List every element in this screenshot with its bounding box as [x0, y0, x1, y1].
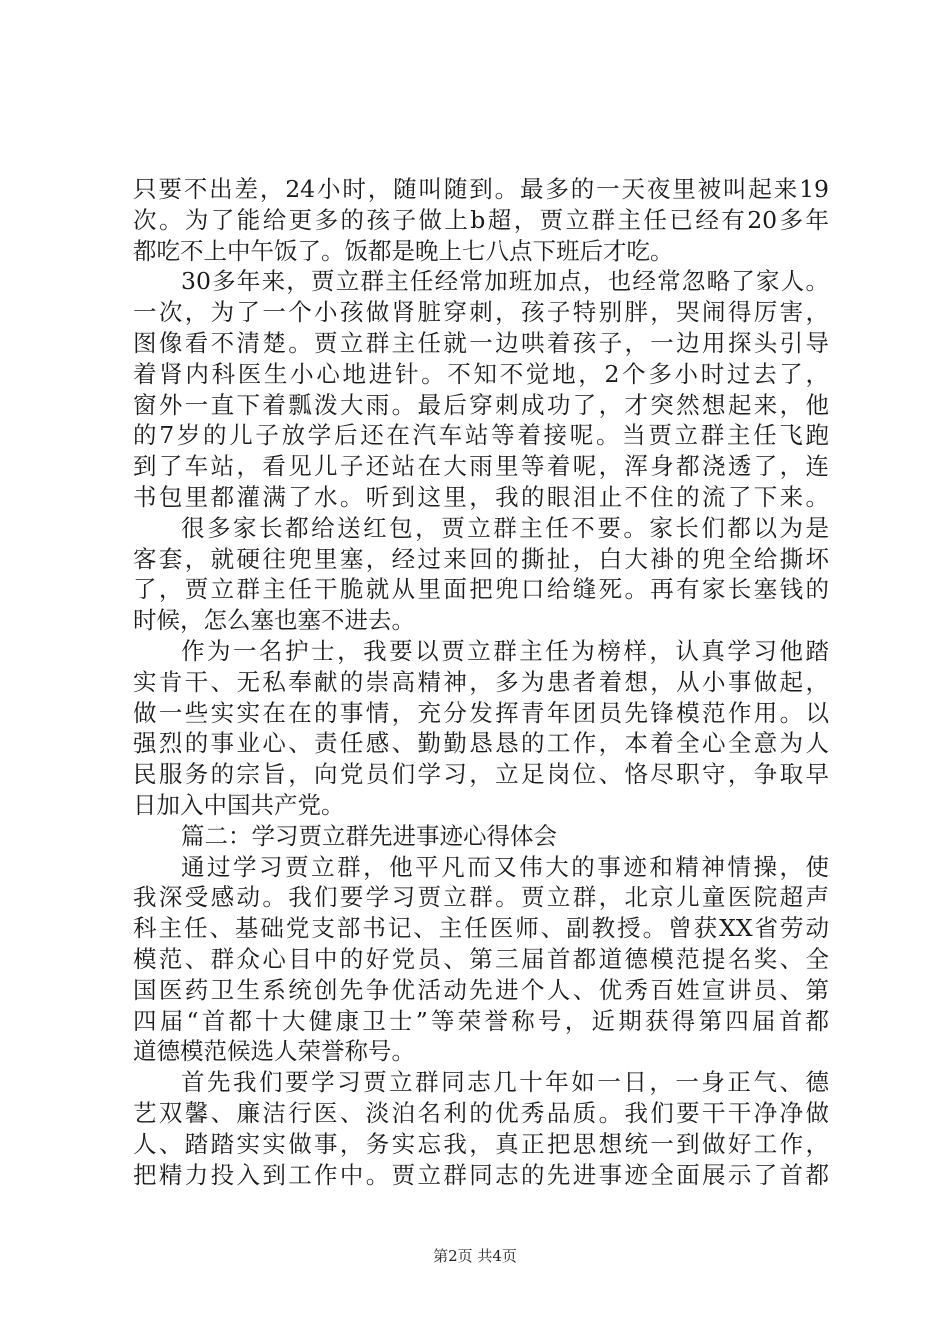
text-line: 实肯干、无私奉献的崇高精神，多为患者着想，从小事做起，: [133, 667, 829, 696]
text-line: 国医药卫生系统创先争优活动先进个人、优秀百姓宣讲员、第: [133, 975, 829, 1004]
text-line: 做一些实实在在的事情，充分发挥青年团员先锋模范作用。以: [133, 698, 829, 727]
paragraph-first-line: 30多年来，贾立群主任经常加班加点，也经常忽略了家人。: [181, 267, 829, 296]
text-line: 到了车站，看见儿子还站在大雨里等着呢，浑身都浇透了，连: [133, 452, 829, 481]
text-line: 书包里都灌满了水。听到这里，我的眼泪止不住的流了下来。: [133, 482, 829, 511]
text-line: 模范、群众心目中的好党员、第三届首都道德模范提名奖、全: [133, 944, 829, 973]
document-body: [133, 174, 829, 1190]
text-line: 都吃不上中午饭了。饭都是晚上七八点下班后才吃。: [133, 236, 674, 265]
text-line: 人、踏踏实实做事，务实忘我，真正把思想统一到做好工作，: [133, 1129, 829, 1158]
text-line: 了，贾立群主任干脆就从里面把兜口给缝死。再有家长塞钱的: [133, 575, 829, 604]
paragraph-first-line: 首先我们要学习贾立群同志几十年如一日，一身正气、德: [181, 1068, 829, 1097]
text-line: 窗外一直下着瓢泼大雨。最后穿刺成功了，才突然想起来，他: [133, 390, 829, 419]
paragraph-first-line: 很多家长都给送红包，贾立群主任不要。家长们都以为是: [181, 513, 829, 542]
text-line: 民服务的宗旨，向党员们学习，立足岗位、恪尽职守，争取早: [133, 760, 829, 789]
text-line: 客套，就硬往兜里塞，经过来回的撕扯，白大褂的兜全给撕坏: [133, 544, 829, 573]
text-line: 图像看不清楚。贾立群主任就一边哄着孩子，一边用探头引导: [133, 328, 829, 357]
text-line: 次。为了能给更多的孩子做上b超，贾立群主任已经有20多年: [133, 205, 829, 234]
text-line: 把精力投入到工作中。贾立群同志的先进事迹全面展示了首都: [133, 1160, 829, 1189]
page-number: 第2页 共4页: [433, 1247, 517, 1265]
text-line: 一次，为了一个小孩做肾脏穿刺，孩子特别胖，哭闹得厉害，: [133, 298, 829, 327]
text-line: 时候，怎么塞也塞不进去。: [133, 606, 415, 635]
section-heading: 篇二：学习贾立群先进事迹心得体会: [181, 821, 557, 850]
text-line: 道德模范候选人荣誉称号。: [133, 1037, 415, 1066]
text-line: 科主任、基础党支部书记、主任医师、副教授。曾获XX省劳动: [133, 914, 829, 943]
text-line: 的7岁的儿子放学后还在汽车站等着接呢。当贾立群主任飞跑: [133, 421, 829, 450]
paragraph-first-line: 通过学习贾立群，他平凡而又伟大的事迹和精神情操，使: [181, 852, 829, 881]
text-line: 着肾内科医生小心地进针。不知不觉地，2个多小时过去了，: [133, 359, 829, 388]
text-line: 艺双馨、廉洁行医、淡泊名利的优秀品质。我们要干干净净做: [133, 1098, 829, 1127]
text-line: 四届“首都十大健康卫士”等荣誉称号，近期获得第四届首都: [133, 1006, 829, 1035]
text-line: 我深受感动。我们要学习贾立群。贾立群，北京儿童医院超声: [133, 883, 829, 912]
text-line: 日加入中国共产党。: [133, 790, 345, 819]
text-line: 强烈的事业心、责任感、勤勤恳恳的工作，本着全心全意为人: [133, 729, 829, 758]
paragraph-first-line: 作为一名护士，我要以贾立群主任为榜样，认真学习他踏: [181, 636, 829, 665]
text-line: 只要不出差，24小时，随叫随到。最多的一天夜里被叫起来19: [133, 175, 829, 203]
